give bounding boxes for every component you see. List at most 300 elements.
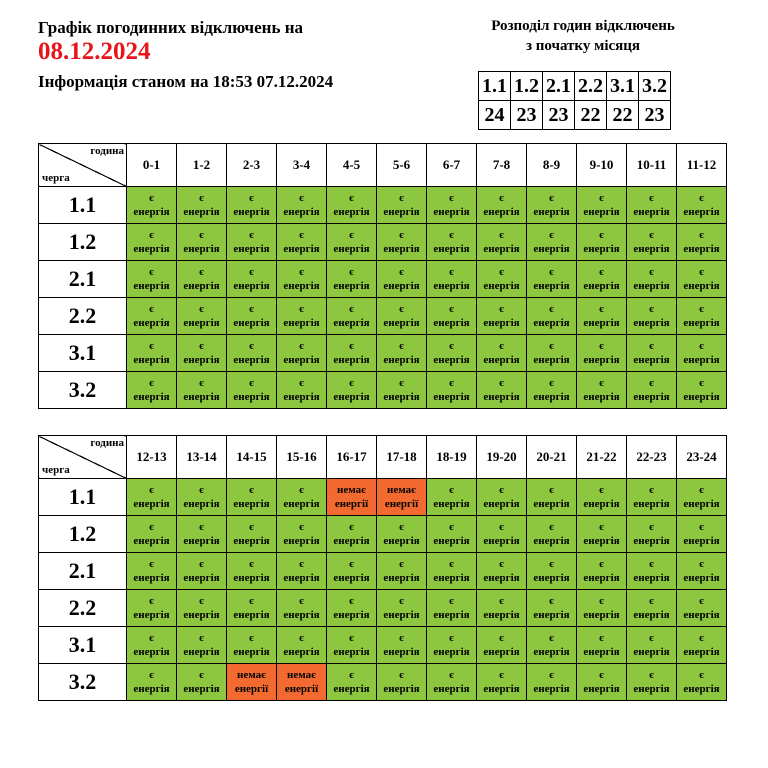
power-on-cell	[627, 224, 677, 261]
power-off-cell	[327, 479, 377, 516]
power-on-cell	[327, 335, 377, 372]
hour-header: 8-9	[527, 144, 577, 187]
power-on-cell	[577, 261, 627, 298]
power-on-cell	[327, 187, 377, 224]
cell-line-1: є	[649, 192, 654, 204]
power-on-cell	[227, 224, 277, 261]
power-on-cell	[677, 516, 727, 553]
power-on-cell	[677, 479, 727, 516]
cell-line-2: енергія	[483, 683, 520, 695]
cell-line-1: є	[549, 632, 554, 644]
power-on-cell	[527, 627, 577, 664]
power-on-cell	[477, 664, 527, 701]
cell-line-2: енергія	[433, 683, 470, 695]
cell-line-1: є	[599, 303, 604, 315]
hour-header: 13-14	[177, 436, 227, 479]
cell-line-2: енергія	[483, 280, 520, 292]
cell-line-2: енергія	[233, 243, 270, 255]
cell-line-2: енергія	[533, 354, 570, 366]
cell-line-2: енергія	[283, 646, 320, 658]
power-on-cell	[277, 553, 327, 590]
power-on-cell	[677, 372, 727, 409]
power-on-cell	[227, 335, 277, 372]
cell-line-2: енергії	[234, 683, 269, 695]
power-on-cell	[327, 224, 377, 261]
cell-line-1: є	[349, 632, 354, 644]
distribution-queue: 2.1	[543, 72, 575, 101]
cell-line-2: енергія	[183, 646, 220, 658]
power-on-cell	[627, 590, 677, 627]
hour-header: 22-23	[627, 436, 677, 479]
cell-line-2: енергія	[483, 609, 520, 621]
cell-line-1: є	[449, 521, 454, 533]
cell-line-1: є	[149, 192, 154, 204]
cell-line-2: енергія	[333, 280, 370, 292]
cell-line-2: енергія	[183, 280, 220, 292]
hour-header: 17-18	[377, 436, 427, 479]
cell-line-2: енергія	[633, 609, 670, 621]
cell-line-1: є	[599, 266, 604, 278]
corner-hour-label: година	[90, 145, 124, 157]
cell-line-1: є	[599, 484, 604, 496]
cell-line-2: енергія	[283, 609, 320, 621]
queue-row	[39, 224, 727, 261]
corner-header	[39, 436, 127, 479]
cell-line-1: є	[549, 303, 554, 315]
cell-line-1: є	[649, 303, 654, 315]
power-on-cell	[577, 335, 627, 372]
power-on-cell	[177, 372, 227, 409]
power-on-cell	[577, 372, 627, 409]
queue-label: 2.1	[39, 553, 127, 590]
cell-line-2: енергія	[533, 646, 570, 658]
cell-line-1: є	[499, 340, 504, 352]
power-on-cell	[227, 590, 277, 627]
cell-line-1: є	[549, 595, 554, 607]
power-on-cell	[177, 516, 227, 553]
cell-line-2: енергія	[433, 317, 470, 329]
power-on-cell	[527, 479, 577, 516]
cell-line-1: є	[449, 266, 454, 278]
power-on-cell	[227, 372, 277, 409]
queue-label: 3.1	[39, 335, 127, 372]
queue-row	[39, 664, 727, 701]
cell-line-1: немає	[387, 484, 416, 496]
cell-line-1: є	[699, 266, 704, 278]
cell-line-1: є	[649, 340, 654, 352]
cell-line-2: енергія	[633, 206, 670, 218]
cell-line-2: енергія	[333, 243, 370, 255]
power-on-cell	[327, 590, 377, 627]
power-on-cell	[627, 664, 677, 701]
cell-line-2: енергія	[483, 206, 520, 218]
cell-line-2: енергії	[284, 683, 319, 695]
power-on-cell	[377, 590, 427, 627]
power-on-cell	[377, 627, 427, 664]
cell-line-1: є	[699, 595, 704, 607]
cell-line-1: є	[549, 669, 554, 681]
power-on-cell	[177, 187, 227, 224]
hour-header-row	[39, 436, 727, 479]
cell-line-1: є	[399, 192, 404, 204]
cell-line-1: є	[149, 669, 154, 681]
cell-line-1: є	[249, 595, 254, 607]
hour-header: 15-16	[277, 436, 327, 479]
cell-line-1: є	[549, 377, 554, 389]
power-on-cell	[477, 298, 527, 335]
hour-header: 9-10	[577, 144, 627, 187]
queue-row	[39, 335, 727, 372]
power-on-cell	[327, 664, 377, 701]
cell-line-1: є	[549, 266, 554, 278]
cell-line-1: є	[599, 229, 604, 241]
cell-line-1: є	[349, 558, 354, 570]
cell-line-2: енергія	[233, 498, 270, 510]
power-on-cell	[577, 224, 627, 261]
cell-line-2: енергія	[133, 498, 170, 510]
power-on-cell	[127, 261, 177, 298]
queue-row	[39, 479, 727, 516]
cell-line-2: енергія	[683, 243, 720, 255]
cell-line-2: енергія	[133, 354, 170, 366]
power-on-cell	[527, 590, 577, 627]
power-on-cell	[577, 516, 627, 553]
cell-line-1: є	[399, 340, 404, 352]
power-on-cell	[277, 335, 327, 372]
cell-line-2: енергія	[483, 354, 520, 366]
queue-row	[39, 553, 727, 590]
cell-line-1: є	[199, 229, 204, 241]
cell-line-2: енергія	[683, 683, 720, 695]
queue-row	[39, 261, 727, 298]
cell-line-2: енергія	[583, 498, 620, 510]
cell-line-1: є	[499, 229, 504, 241]
cell-line-2: енергія	[283, 391, 320, 403]
cell-line-1: є	[499, 484, 504, 496]
power-on-cell	[527, 298, 577, 335]
distribution-title-line1: Розподіл годин відключень	[491, 18, 675, 34]
power-on-cell	[277, 479, 327, 516]
queue-label: 1.2	[39, 224, 127, 261]
cell-line-1: є	[299, 340, 304, 352]
power-on-cell	[477, 187, 527, 224]
power-on-cell	[427, 553, 477, 590]
cell-line-2: енергія	[283, 206, 320, 218]
power-on-cell	[477, 224, 527, 261]
cell-line-1: є	[149, 632, 154, 644]
power-on-cell	[427, 516, 477, 553]
cell-line-2: енергія	[283, 243, 320, 255]
schedule-table-second-half	[38, 435, 727, 701]
cell-line-2: енергія	[583, 535, 620, 547]
hour-header: 12-13	[127, 436, 177, 479]
power-on-cell	[177, 261, 227, 298]
cell-line-2: енергія	[583, 609, 620, 621]
queue-row	[39, 372, 727, 409]
cell-line-1: є	[549, 521, 554, 533]
power-on-cell	[127, 627, 177, 664]
cell-line-1: є	[199, 558, 204, 570]
cell-line-2: енергія	[533, 243, 570, 255]
cell-line-1: є	[699, 632, 704, 644]
hour-header: 1-2	[177, 144, 227, 187]
cell-line-1: є	[499, 558, 504, 570]
power-off-cell	[377, 479, 427, 516]
power-on-cell	[277, 516, 327, 553]
power-on-cell	[127, 372, 177, 409]
cell-line-2: енергія	[233, 206, 270, 218]
info-timestamp: Інформація станом на 18:53 07.12.2024	[38, 72, 334, 91]
power-on-cell	[327, 261, 377, 298]
cell-line-1: є	[449, 484, 454, 496]
hour-header: 14-15	[227, 436, 277, 479]
cell-line-1: є	[249, 521, 254, 533]
cell-line-1: є	[199, 595, 204, 607]
cell-line-2: енергія	[233, 317, 270, 329]
cell-line-1: є	[299, 521, 304, 533]
cell-line-1: є	[649, 669, 654, 681]
cell-line-1: є	[599, 377, 604, 389]
cell-line-2: енергія	[183, 243, 220, 255]
power-on-cell	[127, 187, 177, 224]
cell-line-1: є	[249, 484, 254, 496]
cell-line-1: є	[349, 595, 354, 607]
cell-line-2: енергія	[383, 646, 420, 658]
cell-line-2: енергія	[583, 572, 620, 584]
cell-line-2: енергія	[283, 317, 320, 329]
power-on-cell	[477, 261, 527, 298]
hour-header: 3-4	[277, 144, 327, 187]
power-on-cell	[127, 590, 177, 627]
cell-line-2: енергія	[533, 317, 570, 329]
queue-label: 1.1	[39, 187, 127, 224]
power-on-cell	[127, 516, 177, 553]
cell-line-1: є	[149, 484, 154, 496]
power-on-cell	[177, 335, 227, 372]
cell-line-2: енергії	[384, 498, 419, 510]
schedule-date: 08.12.2024	[38, 38, 151, 65]
power-on-cell	[427, 590, 477, 627]
cell-line-1: є	[349, 303, 354, 315]
cell-line-1: є	[199, 340, 204, 352]
cell-line-1: є	[499, 377, 504, 389]
power-on-cell	[477, 479, 527, 516]
power-on-cell	[277, 372, 327, 409]
power-on-cell	[177, 590, 227, 627]
power-on-cell	[277, 224, 327, 261]
cell-line-2: енергія	[183, 354, 220, 366]
cell-line-2: енергія	[133, 535, 170, 547]
cell-line-2: енергія	[433, 243, 470, 255]
power-on-cell	[527, 553, 577, 590]
distribution-hours-row	[479, 101, 671, 130]
cell-line-1: є	[599, 669, 604, 681]
distribution-title-line2: з початку місяця	[525, 38, 641, 54]
cell-line-1: є	[149, 303, 154, 315]
power-on-cell	[227, 627, 277, 664]
cell-line-2: енергія	[433, 646, 470, 658]
power-on-cell	[127, 553, 177, 590]
cell-line-1: є	[499, 595, 504, 607]
queue-label: 3.2	[39, 372, 127, 409]
cell-line-2: енергія	[233, 609, 270, 621]
power-on-cell	[377, 298, 427, 335]
queue-row	[39, 187, 727, 224]
power-on-cell	[377, 372, 427, 409]
cell-line-2: енергія	[133, 646, 170, 658]
hour-header: 23-24	[677, 436, 727, 479]
cell-line-1: є	[149, 229, 154, 241]
cell-line-2: енергія	[133, 609, 170, 621]
cell-line-2: енергія	[383, 535, 420, 547]
power-on-cell	[127, 224, 177, 261]
queue-label: 2.1	[39, 261, 127, 298]
cell-line-2: енергія	[583, 206, 620, 218]
power-on-cell	[127, 479, 177, 516]
cell-line-2: енергія	[133, 243, 170, 255]
hour-header-row	[39, 144, 727, 187]
cell-line-1: є	[249, 266, 254, 278]
power-on-cell	[677, 590, 727, 627]
power-on-cell	[577, 479, 627, 516]
cell-line-1: є	[449, 595, 454, 607]
cell-line-1: є	[349, 229, 354, 241]
cell-line-2: енергія	[183, 206, 220, 218]
cell-line-2: енергія	[383, 354, 420, 366]
cell-line-2: енергія	[483, 646, 520, 658]
cell-line-1: є	[549, 229, 554, 241]
cell-line-2: енергія	[433, 609, 470, 621]
hour-header: 20-21	[527, 436, 577, 479]
power-on-cell	[677, 224, 727, 261]
hour-header: 4-5	[327, 144, 377, 187]
cell-line-1: є	[699, 558, 704, 570]
cell-line-1: є	[349, 266, 354, 278]
cell-line-2: енергія	[183, 498, 220, 510]
power-on-cell	[377, 516, 427, 553]
cell-line-2: енергія	[583, 317, 620, 329]
corner-queue-label: черга	[42, 464, 70, 476]
cell-line-2: енергія	[533, 391, 570, 403]
power-on-cell	[627, 261, 677, 298]
cell-line-2: енергія	[533, 498, 570, 510]
distribution-title	[452, 16, 714, 56]
corner-hour-label: година	[90, 437, 124, 449]
power-on-cell	[527, 224, 577, 261]
cell-line-2: енергія	[583, 280, 620, 292]
cell-line-1: є	[149, 266, 154, 278]
cell-line-2: енергія	[683, 391, 720, 403]
hour-header: 11-12	[677, 144, 727, 187]
cell-line-2: енергія	[483, 535, 520, 547]
cell-line-1: є	[499, 669, 504, 681]
cell-line-2: енергія	[383, 280, 420, 292]
cell-line-2: енергія	[233, 572, 270, 584]
cell-line-1: є	[499, 521, 504, 533]
power-off-cell	[277, 664, 327, 701]
cell-line-1: є	[449, 340, 454, 352]
power-on-cell	[577, 298, 627, 335]
cell-line-1: є	[199, 377, 204, 389]
cell-line-2: енергія	[633, 535, 670, 547]
cell-line-1: немає	[237, 669, 266, 681]
distribution-table	[478, 71, 671, 130]
power-on-cell	[327, 372, 377, 409]
power-on-cell	[377, 335, 427, 372]
queue-label: 2.2	[39, 590, 127, 627]
power-on-cell	[277, 298, 327, 335]
power-on-cell	[327, 627, 377, 664]
cell-line-1: є	[149, 377, 154, 389]
power-on-cell	[677, 298, 727, 335]
corner-queue-label: черга	[42, 172, 70, 184]
power-on-cell	[427, 627, 477, 664]
cell-line-2: енергія	[183, 317, 220, 329]
cell-line-1: є	[399, 558, 404, 570]
cell-line-2: енергія	[333, 609, 370, 621]
cell-line-1: є	[499, 192, 504, 204]
power-on-cell	[577, 627, 627, 664]
power-on-cell	[227, 516, 277, 553]
cell-line-2: енергія	[683, 498, 720, 510]
power-on-cell	[427, 261, 477, 298]
cell-line-2: енергія	[383, 243, 420, 255]
cell-line-2: енергія	[483, 572, 520, 584]
cell-line-1: є	[449, 558, 454, 570]
cell-line-2: енергія	[433, 572, 470, 584]
power-on-cell	[177, 627, 227, 664]
cell-line-1: є	[649, 521, 654, 533]
cell-line-2: енергія	[533, 206, 570, 218]
cell-line-2: енергія	[483, 391, 520, 403]
power-on-cell	[427, 187, 477, 224]
cell-line-2: енергія	[433, 354, 470, 366]
cell-line-2: енергія	[183, 391, 220, 403]
cell-line-2: енергія	[433, 535, 470, 547]
power-on-cell	[527, 261, 577, 298]
cell-line-2: енергія	[683, 317, 720, 329]
hour-header: 2-3	[227, 144, 277, 187]
power-on-cell	[227, 187, 277, 224]
power-on-cell	[627, 553, 677, 590]
power-on-cell	[177, 479, 227, 516]
distribution-hours: 23	[543, 101, 575, 130]
cell-line-2: енергія	[283, 498, 320, 510]
distribution-queue: 2.2	[575, 72, 607, 101]
cell-line-1: є	[249, 558, 254, 570]
cell-line-2: енергія	[383, 317, 420, 329]
cell-line-1: є	[349, 377, 354, 389]
distribution-hours: 23	[639, 101, 671, 130]
cell-line-2: енергія	[333, 391, 370, 403]
cell-line-2: енергії	[334, 498, 369, 510]
cell-line-2: енергія	[283, 535, 320, 547]
cell-line-1: є	[299, 377, 304, 389]
power-on-cell	[527, 335, 577, 372]
hour-header: 10-11	[627, 144, 677, 187]
cell-line-2: енергія	[633, 280, 670, 292]
cell-line-2: енергія	[633, 317, 670, 329]
cell-line-2: енергія	[133, 280, 170, 292]
cell-line-1: є	[599, 595, 604, 607]
cell-line-2: енергія	[583, 354, 620, 366]
power-on-cell	[127, 664, 177, 701]
cell-line-2: енергія	[183, 609, 220, 621]
cell-line-2: енергія	[383, 206, 420, 218]
power-on-cell	[477, 590, 527, 627]
cell-line-2: енергія	[433, 206, 470, 218]
cell-line-2: енергія	[683, 572, 720, 584]
